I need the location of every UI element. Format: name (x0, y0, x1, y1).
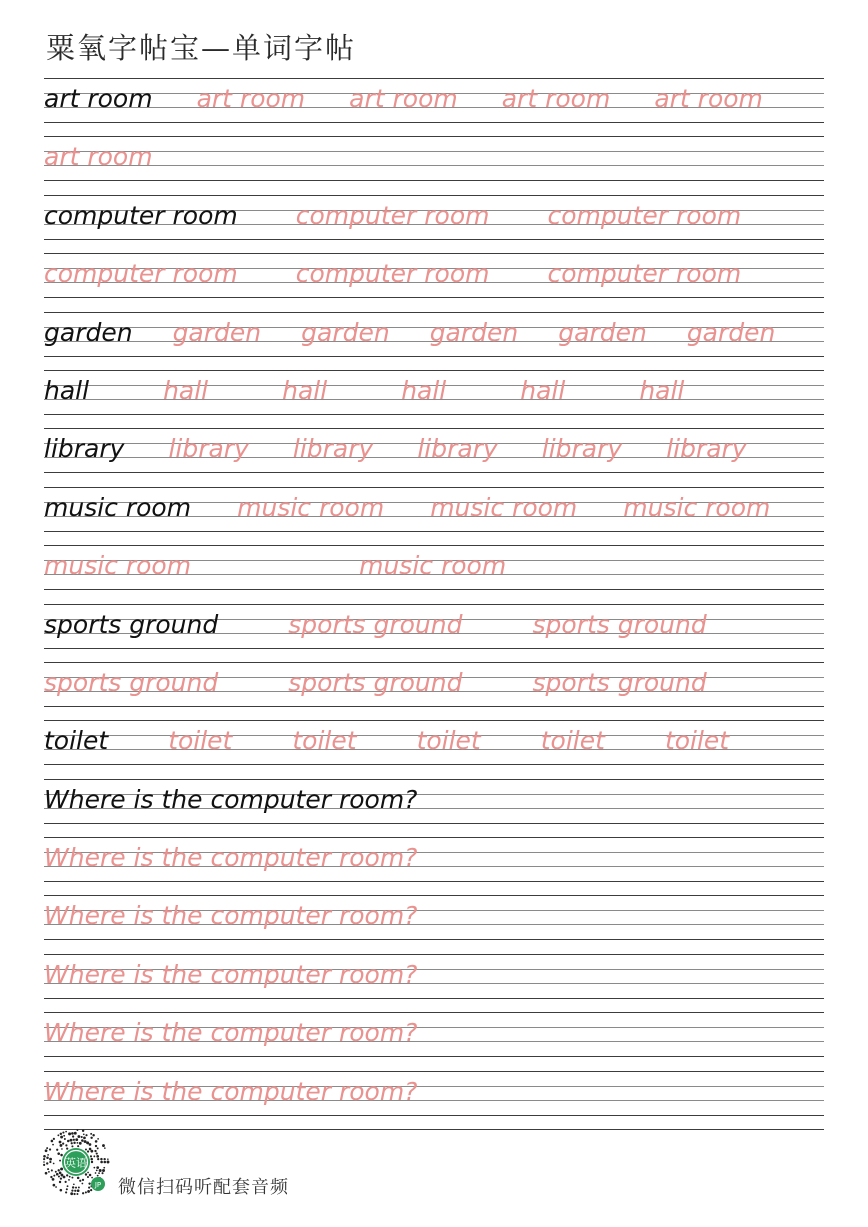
trace-word: hall (163, 375, 209, 405)
row-words (44, 1018, 457, 1048)
trace-word: hall (401, 375, 447, 405)
guide-line (44, 180, 824, 181)
trace-word: art room (44, 142, 153, 172)
guide-line (44, 414, 824, 415)
guide-line (44, 720, 824, 721)
guide-line (44, 648, 824, 649)
guide-line (44, 764, 824, 765)
trace-word: library (168, 434, 249, 464)
row-words (44, 259, 799, 289)
writing-sheet (44, 78, 824, 1129)
model-word: computer room (44, 200, 238, 230)
guide-line (44, 297, 824, 298)
guide-line (44, 939, 824, 940)
trace-word: sports ground (288, 609, 463, 639)
trace-word: Where is the computer room? (44, 959, 418, 989)
model-word: sports ground (44, 609, 219, 639)
trace-word: garden (429, 317, 519, 347)
row-words (44, 843, 457, 873)
guide-line (44, 531, 824, 532)
writing-row (44, 545, 824, 603)
trace-word: art room (654, 84, 763, 113)
trace-word: sports ground (532, 609, 707, 639)
guide-line (44, 954, 824, 955)
writing-row (44, 604, 824, 662)
guide-line (44, 122, 824, 123)
row-words (44, 551, 674, 581)
trace-word: Where is the computer room? (44, 1018, 418, 1048)
trace-word: hall (639, 375, 685, 405)
writing-row (44, 253, 824, 311)
trace-word: toilet (540, 726, 605, 756)
qr-code-icon[interactable] (42, 1128, 110, 1196)
trace-word: computer room (44, 259, 238, 289)
trace-word: Where is the computer room? (44, 1076, 418, 1106)
guide-line (44, 998, 824, 999)
guide-line (44, 78, 824, 79)
guide-line (44, 837, 824, 838)
trace-word: library (292, 434, 374, 464)
trace-word: computer room (295, 259, 490, 289)
trace-word: toilet (416, 726, 481, 756)
page-title: 粟氧字帖宝—单词字帖 (46, 31, 357, 65)
guide-line (44, 253, 824, 254)
model-word: toilet (44, 726, 109, 756)
writing-row (44, 136, 824, 194)
trace-word: computer room (295, 200, 490, 230)
row-words (44, 785, 457, 815)
model-word: art room (44, 84, 153, 113)
guide-line (44, 370, 824, 371)
trace-word: music room (44, 551, 192, 581)
trace-word: sports ground (288, 667, 463, 697)
trace-word: library (666, 434, 747, 464)
row-words (44, 434, 791, 464)
trace-word: toilet (664, 726, 730, 756)
row-words (44, 493, 816, 523)
row-words (44, 376, 758, 406)
writing-row (44, 837, 824, 895)
trace-word: garden (301, 317, 390, 347)
trace-word: garden (686, 317, 776, 347)
row-words (44, 1077, 457, 1107)
footer-caption: 微信扫码听配套音频 (118, 1177, 289, 1198)
footer (42, 1128, 442, 1198)
writing-row (44, 487, 824, 545)
writing-row (44, 662, 824, 720)
trace-word: art room (196, 84, 306, 113)
guide-line (44, 545, 824, 546)
guide-line (44, 895, 824, 896)
guide-line (44, 823, 824, 824)
guide-line (44, 881, 824, 882)
row-words (44, 610, 777, 640)
guide-line (44, 1012, 824, 1013)
row-words (44, 960, 457, 990)
writing-row (44, 78, 824, 136)
row-words (44, 726, 789, 756)
row-words (44, 201, 799, 231)
trace-word: hall (520, 375, 566, 405)
model-word: hall (44, 375, 90, 405)
guide-line (44, 428, 824, 429)
writing-row (44, 1012, 824, 1070)
guide-line (44, 706, 824, 707)
trace-word: computer room (547, 259, 742, 289)
trace-word: music room (623, 492, 771, 522)
trace-word: garden (172, 317, 262, 347)
trace-word: library (541, 434, 623, 464)
writing-row (44, 370, 824, 428)
guide-line (44, 1115, 824, 1116)
guide-line (44, 312, 824, 313)
trace-word: hall (282, 375, 328, 405)
trace-word: toilet (292, 726, 357, 756)
writing-row (44, 312, 824, 370)
row-words (44, 318, 815, 348)
guide-line (44, 136, 824, 137)
writing-row (44, 195, 824, 253)
trace-word: sports ground (532, 667, 707, 697)
writing-row (44, 895, 824, 953)
qr-badge-label: JP (94, 1181, 102, 1189)
trace-word: music room (237, 492, 385, 522)
row-words (44, 668, 777, 698)
trace-word: toilet (168, 726, 233, 756)
guide-line (44, 589, 824, 590)
guide-line (44, 487, 824, 488)
model-word: music room (44, 492, 192, 522)
trace-word: Where is the computer room? (44, 901, 418, 931)
trace-word: art room (349, 84, 458, 113)
guide-line (44, 472, 824, 473)
trace-word: music room (430, 492, 578, 522)
trace-word: computer room (547, 200, 742, 230)
writing-row (44, 720, 824, 778)
trace-word: music room (359, 551, 507, 581)
model-word: library (44, 434, 125, 464)
writing-row (44, 428, 824, 486)
guide-line (44, 604, 824, 605)
writing-row (44, 1071, 824, 1129)
row-words (44, 142, 197, 172)
model-word: garden (44, 317, 133, 347)
guide-line (44, 195, 824, 196)
guide-line (44, 779, 824, 780)
trace-word: garden (558, 317, 647, 347)
guide-line (44, 1071, 824, 1072)
trace-word: library (417, 434, 498, 464)
guide-line (44, 1056, 824, 1057)
row-words (44, 84, 807, 114)
guide-line (44, 356, 824, 357)
guide-line (44, 239, 824, 240)
row-words (44, 901, 457, 931)
writing-row (44, 779, 824, 837)
trace-word: sports ground (44, 667, 219, 697)
guide-line (44, 662, 824, 663)
qr-center-label: 英语 (65, 1156, 87, 1170)
writing-row (44, 954, 824, 1012)
trace-word: Where is the computer room? (44, 843, 418, 873)
trace-word: art room (501, 84, 611, 113)
model-word: Where is the computer room? (44, 784, 418, 814)
